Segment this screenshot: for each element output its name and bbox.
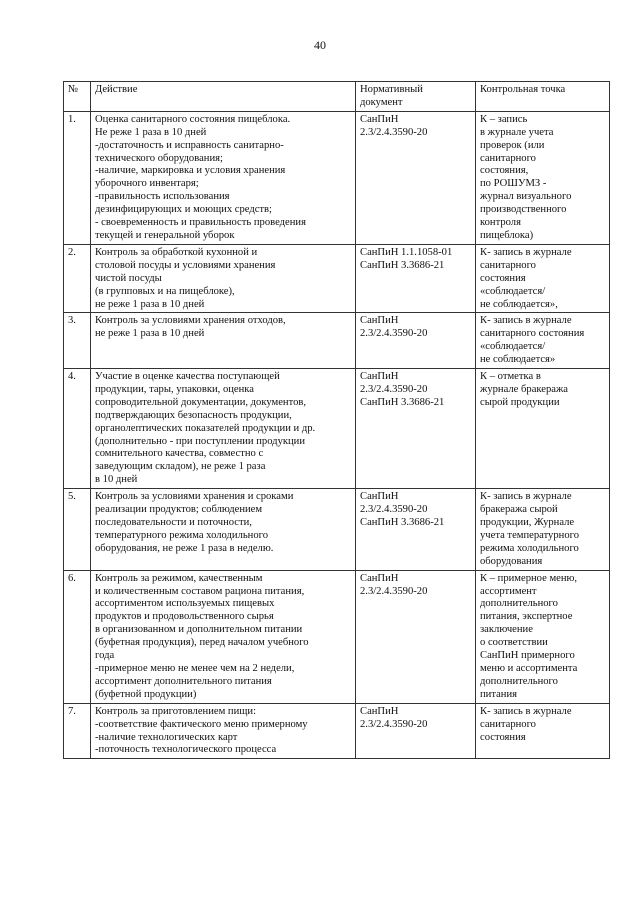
check-cell-line: ассортимент (480, 585, 537, 597)
check-cell-line: сырой продукции (480, 396, 560, 408)
action-cell-line: и количественным составом рациона питания, (95, 585, 305, 597)
norm-cell-line: СанПиН (360, 705, 399, 717)
action-cell (91, 703, 356, 759)
norm-cell (356, 369, 476, 489)
check-cell-line: санитарного состояния (480, 328, 585, 340)
check-cell (476, 369, 610, 489)
action-cell-line: (в групповых и на пищеблоке), (95, 285, 235, 297)
action-cell-line: -примерное меню не менее чем на 2 недели, (95, 662, 295, 674)
norm-cell-line: 2.3/2.4.3590-20 (360, 383, 428, 395)
norm-cell (356, 244, 476, 313)
action-cell-line: -наличие технологических карт (95, 731, 238, 743)
check-cell-line: состояния, (480, 165, 529, 177)
action-cell-line: Участие в оценке качества поступающей (95, 371, 280, 383)
norm-cell-line: СанПиН (360, 315, 399, 327)
check-cell-line: питания, экспертное (480, 611, 573, 623)
norm-cell-line: СанПиН (360, 491, 399, 503)
norm-cell-line: 2.3/2.4.3590-20 (360, 328, 428, 340)
norm-cell (356, 313, 476, 369)
check-cell-line: К – отметка в (480, 371, 541, 383)
action-cell-line: дезинфицирующих и моющих средств; (95, 204, 272, 216)
table-row (64, 244, 610, 313)
table-row (64, 489, 610, 570)
check-cell-line: дополнительного (480, 675, 558, 687)
row-number: 1. (64, 111, 91, 244)
action-cell-line: -правильность использования (95, 191, 230, 203)
action-cell-line: Контроль за режимом, качественным (95, 572, 263, 584)
action-cell-line: Контроль за приготовлением пищи: (95, 705, 257, 717)
action-cell-line: Не реже 1 раза в 10 дней (95, 126, 207, 138)
table-row (64, 313, 610, 369)
check-cell-line: «соблюдается/ (480, 341, 546, 353)
table-row (64, 369, 610, 489)
check-cell-line: проверок (или (480, 139, 545, 151)
row-number: 2. (64, 244, 91, 313)
norm-cell (356, 111, 476, 244)
check-cell-line: по РОШУМЗ - (480, 178, 547, 190)
table-body (64, 111, 610, 759)
row-number: 4. (64, 369, 91, 489)
check-cell-line: санитарного (480, 152, 536, 164)
action-cell-line: технического оборудования; (95, 152, 223, 164)
action-cell-line: уборочного инвентаря; (95, 178, 199, 190)
check-cell-line: оборудования (480, 555, 543, 567)
action-cell-line: не реже 1 раза в 10 дней (95, 298, 205, 310)
check-cell-line: СанПиН примерного (480, 650, 575, 662)
action-cell-line: -наличие, маркировка и условия хранения (95, 165, 286, 177)
row-number: 6. (64, 570, 91, 703)
check-cell-line: журнал визуального (480, 191, 572, 203)
action-cell-line: сопроводительной документации, документов, (95, 396, 307, 408)
action-cell-line: температурного режима холодильного (95, 529, 269, 541)
action-cell (91, 244, 356, 313)
norm-cell-line: 2.3/2.4.3590-20 (360, 585, 428, 597)
action-cell (91, 313, 356, 369)
action-cell-line: в 10 дней (95, 474, 138, 486)
norm-cell-line: 2.3/2.4.3590-20 (360, 126, 428, 138)
check-cell-line: журнале бракеража (480, 383, 569, 395)
action-cell-line: реализации продуктов; соблюдением (95, 504, 263, 516)
check-cell-line: К – примерное меню, (480, 572, 578, 584)
check-cell-line: К – запись (480, 113, 528, 125)
table-row (64, 570, 610, 703)
action-cell-line: органолептических показателей продукции и др. (95, 422, 316, 434)
action-cell (91, 489, 356, 570)
action-cell-line: последовательности и поточности, (95, 517, 252, 528)
norm-cell-line: СанПиН (360, 572, 399, 584)
action-cell-line: подтверждающих безопасность продукции, (95, 409, 292, 421)
action-cell-line: Контроль за обработкой кухонной и (95, 246, 258, 258)
row-number: 5. (64, 489, 91, 570)
action-cell-line: -поточность технологического процесса (95, 744, 277, 756)
check-cell-line: санитарного (480, 718, 536, 730)
action-cell-line: не реже 1 раза в 10 дней (95, 328, 205, 340)
action-cell-line: оборудования, не реже 1 раза в неделю. (95, 542, 274, 554)
row-number: 7. (64, 703, 91, 759)
check-cell-line: учета температурного (480, 529, 579, 541)
check-cell-line: К- запись в журнале (480, 315, 572, 327)
check-cell (476, 244, 610, 313)
header-norm (356, 82, 476, 112)
action-cell (91, 570, 356, 703)
check-cell-line: контроля (480, 217, 521, 229)
action-cell-line: - своевременность и правильность проведения (95, 217, 306, 229)
action-cell-line: продукции, тары, упаковки, оценка (95, 383, 254, 395)
action-cell-line: столовой посуды и условиями хранения (95, 259, 276, 271)
check-cell-line: К- запись в журнале (480, 705, 572, 717)
check-cell (476, 313, 610, 369)
action-cell-line: в организованном и дополнительном питании (95, 624, 303, 636)
action-cell-line: заведующим складом), не реже 1 раза (95, 461, 266, 473)
table-row (64, 703, 610, 759)
norm-cell-line: СанПиН (360, 113, 399, 125)
check-cell-line: меню и ассортимента (480, 662, 578, 674)
row-number: 3. (64, 313, 91, 369)
check-cell-line: К- запись в журнале (480, 246, 572, 258)
table-row (64, 111, 610, 244)
check-cell-line: в журнале учета (480, 126, 554, 138)
page-number: 40 (314, 38, 326, 52)
header-action: Действие (91, 82, 356, 112)
norm-cell-line: СанПиН 1.1.1058-01 (360, 246, 453, 258)
norm-cell (356, 570, 476, 703)
check-cell-line: К- запись в журнале (480, 491, 572, 503)
check-cell-line: пищеблока) (480, 229, 534, 241)
action-cell-line: Контроль за условиями хранения отходов, (95, 315, 286, 327)
action-cell-line: ассортиментом используемых пищевых (95, 598, 275, 610)
check-cell-line: не соблюдается» (480, 354, 556, 366)
header-num: № (64, 82, 91, 112)
norm-cell-line: 2.3/2.4.3590-20 (360, 718, 428, 730)
action-cell-line: (буфетная продукция), перед началом учебного (95, 637, 309, 649)
check-cell-line: производственного (480, 204, 567, 216)
table-header-row (64, 82, 610, 112)
action-cell (91, 111, 356, 244)
action-cell-line: сомнительного качества, совместно с (95, 448, 264, 460)
action-cell-line: чистой посуды (95, 272, 162, 284)
action-cell-line: года (95, 650, 115, 662)
control-table (63, 81, 610, 759)
norm-cell-line: СанПиН 3.3686-21 (360, 396, 445, 408)
norm-cell-line: СанПиН 3.3686-21 (360, 259, 445, 271)
check-cell-line: санитарного (480, 259, 536, 271)
check-cell-line: питания (480, 688, 518, 700)
norm-cell-line: СанПиН 3.3686-21 (360, 517, 445, 528)
check-cell-line: не соблюдается», (480, 298, 558, 310)
check-cell (476, 489, 610, 570)
check-cell-line: «соблюдается/ (480, 285, 546, 297)
check-cell-line: режима холодильного (480, 542, 579, 554)
header-norm-line: документ (360, 96, 403, 108)
norm-cell (356, 489, 476, 570)
check-cell-line: дополнительного (480, 598, 558, 610)
check-cell-line: продукции, Журнале (480, 517, 575, 528)
action-cell (91, 369, 356, 489)
norm-cell-line: СанПиН (360, 371, 399, 383)
action-cell-line: -достаточность и исправность санитарно- (95, 139, 284, 151)
action-cell-line: ассортимент дополнительного питания (95, 675, 272, 687)
action-cell-line: текущей и генеральной уборок (95, 229, 235, 241)
check-cell (476, 111, 610, 244)
action-cell-line: (дополнительно - при поступлении продукции (95, 435, 306, 447)
header-check: Контрольная точка (476, 82, 610, 112)
check-cell (476, 570, 610, 703)
header-norm-line: Нормативный (360, 84, 423, 95)
norm-cell-line: 2.3/2.4.3590-20 (360, 504, 428, 516)
action-cell-line: Контроль за условиями хранения и сроками (95, 491, 294, 503)
action-cell-line: -соответствие фактического меню примерному (95, 718, 308, 730)
check-cell-line: бракеража сырой (480, 504, 558, 516)
check-cell-line: заключение (480, 624, 533, 636)
action-cell-line: (буфетной продукции) (95, 688, 197, 700)
check-cell-line: состояния (480, 731, 526, 743)
check-cell (476, 703, 610, 759)
norm-cell (356, 703, 476, 759)
check-cell-line: о соответствии (480, 637, 548, 649)
check-cell-line: состояния (480, 272, 526, 284)
action-cell-line: Оценка санитарного состояния пищеблока. (95, 113, 291, 125)
action-cell-line: продуктов и продовольственного сырья (95, 611, 274, 623)
